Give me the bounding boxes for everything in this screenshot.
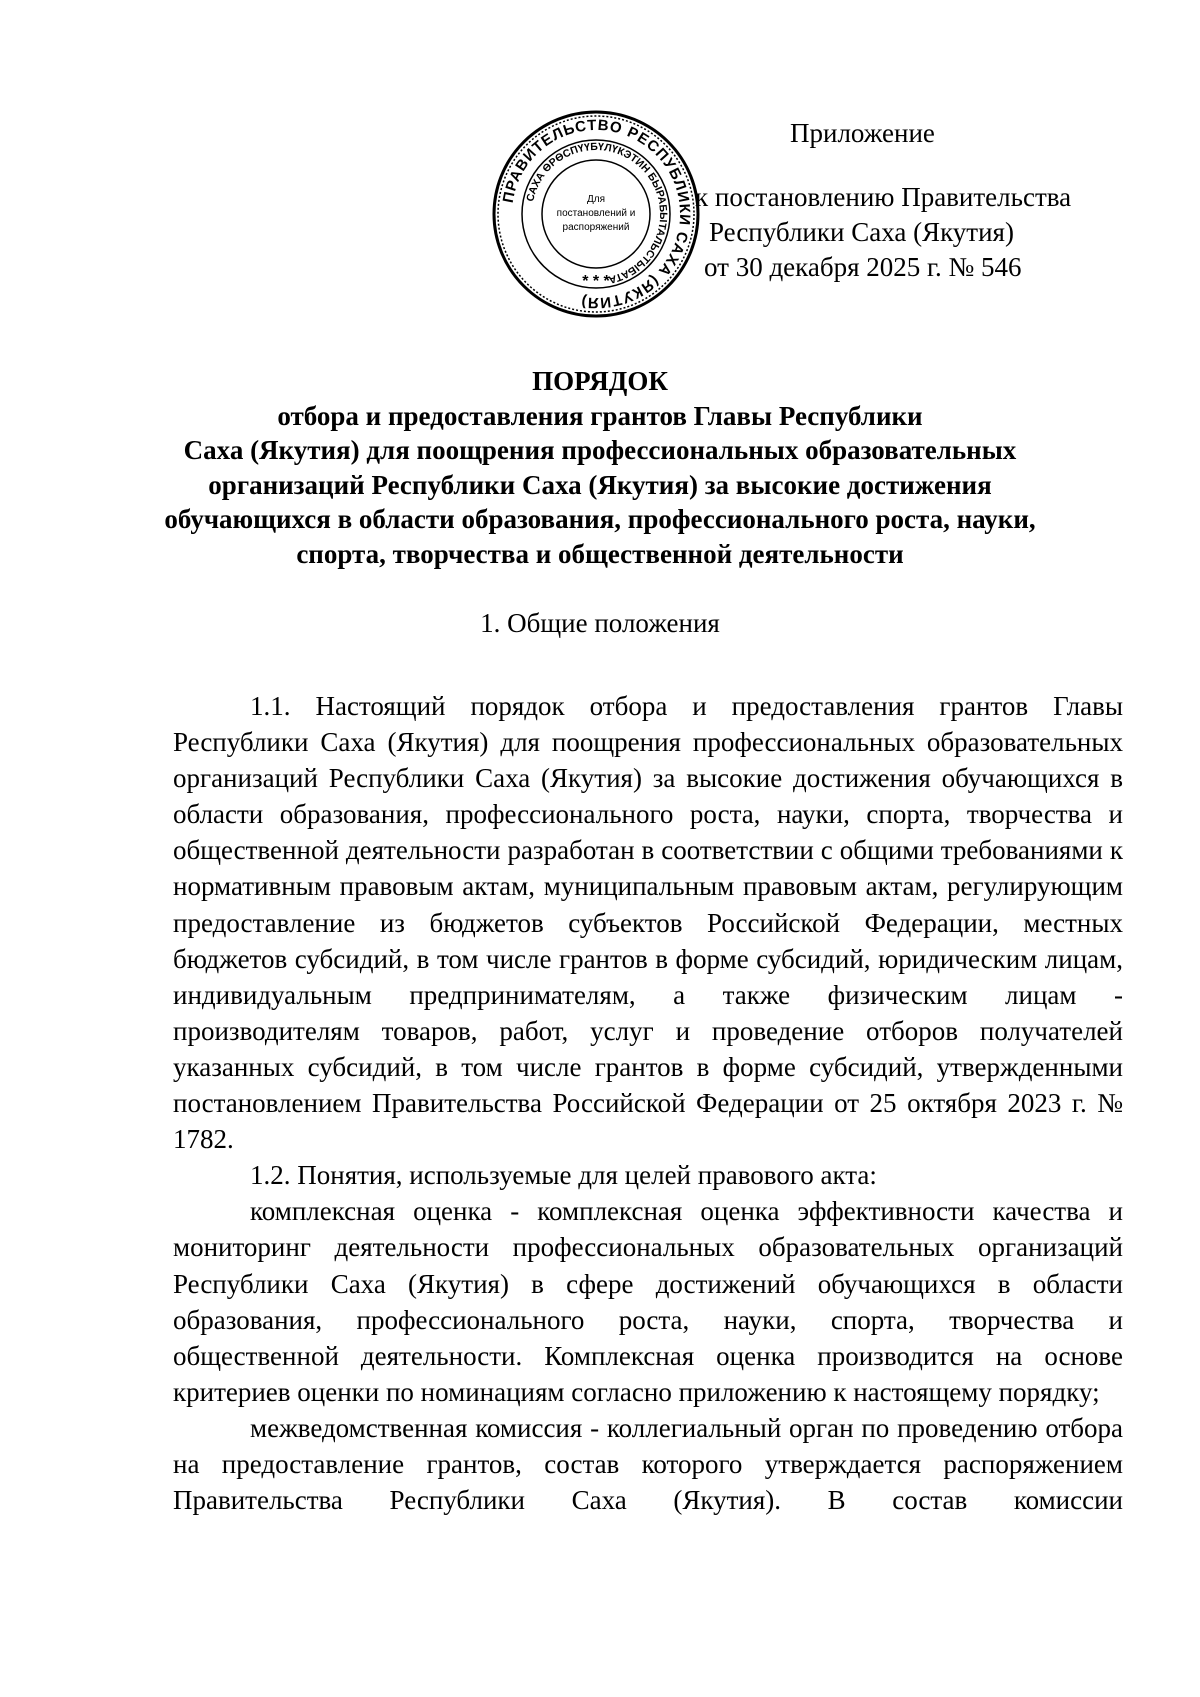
official-seal-stamp	[490, 108, 702, 320]
title-line-4: обучающихся в области образования, профессионального роста, науки,	[164, 504, 1036, 534]
seal-center-line-2: постановлений и	[556, 208, 636, 219]
decree-line-1: к постановлению Правительства	[695, 182, 1072, 212]
body-text	[173, 688, 1123, 1518]
seal-inner-text: САХА ӨРӨСПҮҮБҮЛҮКЭТИН БЫРАБЫТАЛЬСТЫБАТА	[524, 140, 670, 286]
decree-reference	[695, 180, 1071, 285]
paragraph-definition-complex-assessment: комплексная оценка - комплексная оценка эффективности качества и мониторинг деятельности профессиональных образовательных организаций Республики Саха (Якутия) в сфере достижений обучающихся в области образования, профессионального роста, науки, спорта, творчества и общественной деятельности. Комплексная оценка производится на основе критериев оценки по номинациям согласно приложению к настоящему порядку;	[173, 1196, 1123, 1407]
title-heading: ПОРЯДОК	[532, 366, 668, 396]
seal-center-line-1: Для	[586, 194, 606, 205]
seal-outer-text: ПРАВИТЕЛЬСТВО РЕСПУБЛИКИ САХА (ЯКУТИЯ)	[499, 116, 694, 312]
title-line-1: отбора и предоставления грантов Главы Республики	[277, 400, 923, 431]
title-line-2: Саха (Якутия) для поощрения профессиональных образовательных	[183, 435, 1017, 465]
seal-stars: * * *	[582, 273, 610, 290]
document-title	[100, 364, 1100, 571]
paragraph-1-1: 1.1. Настоящий порядок отбора и предоставления грантов Главы Республики Саха (Якутия) для поощрения профессиональных образовательных организаций Республики Саха (Якутия) за высокие достижения обучающихся в области образования, профессионального роста, науки, спорта, творчества и общественной деятельности разработан в соответствии с общими требованиями к нормативным правовым актам, муниципальным правовым актам, регулирующим предоставление из бюджетов субъектов Российской Федерации, местных бюджетов субсидий, в том числе грантов в форме субсидий, юридическим лицам, индивидуальным предпринимателям, а также физическим лицам - производителям товаров, работ, услуг и проведение отборов получателей указанных субсидий, в том числе грантов в форме субсидий, утвержденными постановлением Правительства Российской Федерации от 25 октября 2023 г. № 1782.	[173, 691, 1123, 1155]
paragraph-1-2: 1.2. Понятия, используемые для целей правового акта:	[250, 1160, 877, 1191]
title-line-3: организаций Республики Саха (Якутия) за высокие достижения	[208, 469, 992, 500]
section-heading: 1. Общие положения	[480, 608, 720, 638]
paragraph-definition-commission: межведомственная комиссия - коллегиальный орган по проведению отбора на предоставление грантов, состав которого утверждается распоряжением Правительства Республики Саха (Якутия). В состав комиссии	[173, 1412, 1123, 1516]
title-line-5: спорта, творчества и общественной деятельности	[296, 538, 904, 569]
seal-center-line-3: распоряжений	[562, 222, 630, 233]
decree-line-3: от 30 декабря 2025 г. № 546	[704, 252, 1022, 282]
appendix-label: Приложение	[790, 118, 935, 148]
decree-line-2: Республики Саха (Якутия)	[709, 217, 1014, 247]
